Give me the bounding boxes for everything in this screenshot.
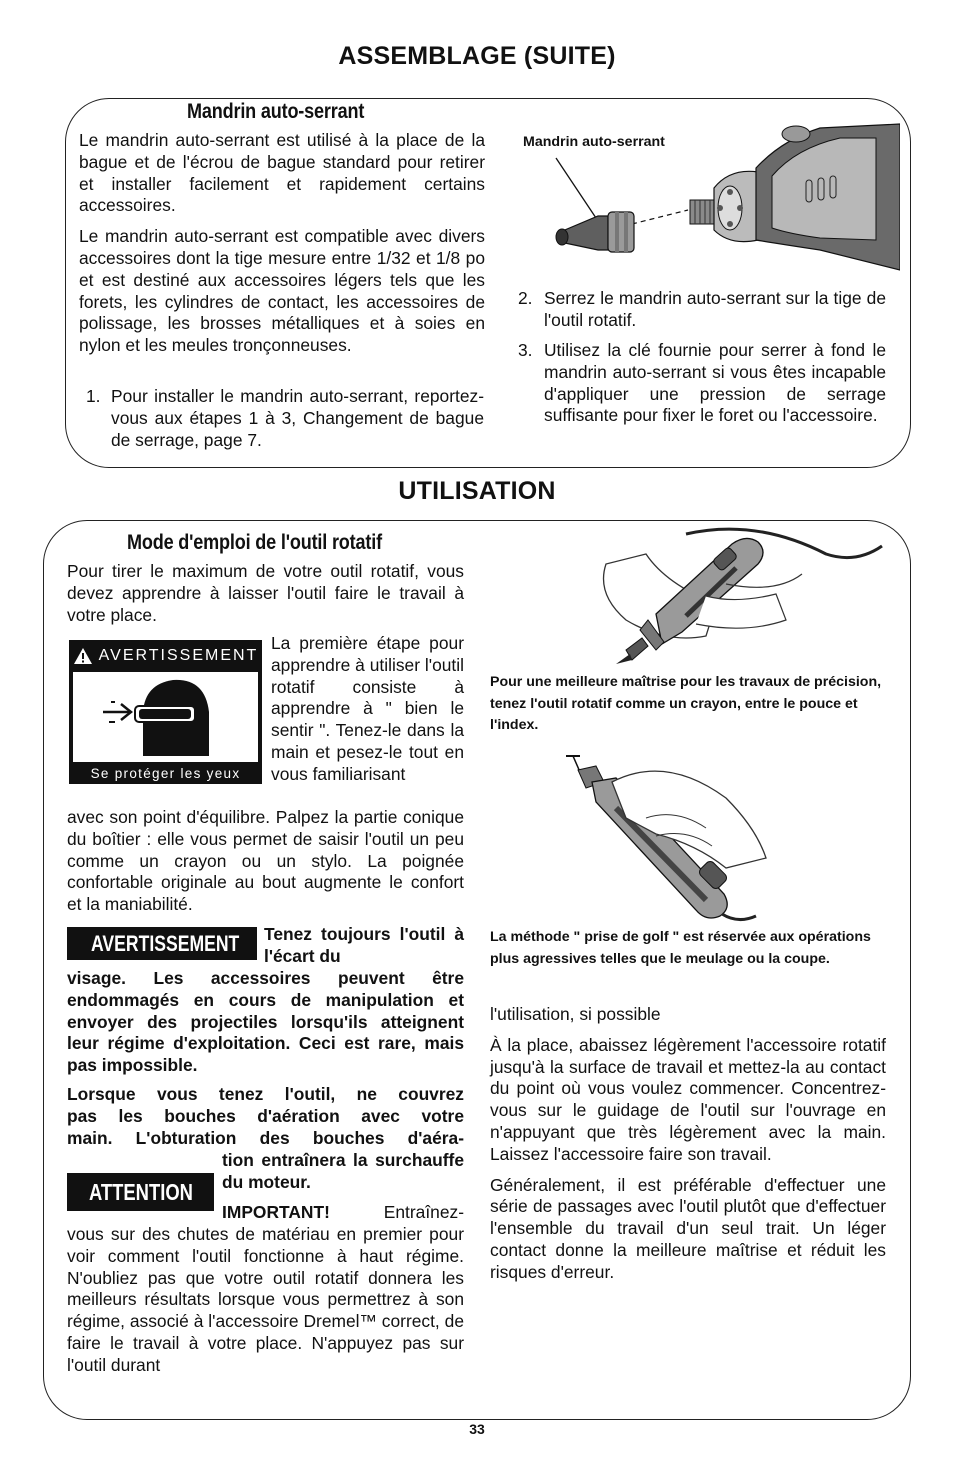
intro-paragraph xyxy=(67,561,464,626)
step-3-text: Utilisez la clé fournie pour serrer à fond le mandrin auto-serrant si vous êtes incapable d'appliquer une pression de serrage suffisante pour fixer le foret ou l'accessoire. xyxy=(544,340,886,426)
vent-side xyxy=(222,1150,464,1194)
vent-line-1: Lorsque vous tenez l'outil, ne couvrez xyxy=(67,1084,464,1104)
caption-golf-grip-text: La méthode " prise de golf " est réservée aux opérations plus agressives telles que le meulage ou la coupe. xyxy=(490,929,871,967)
important-side: Entraînez- xyxy=(383,1202,464,1222)
vent-line-3: main. L'obturation des bouches d'aéra- xyxy=(67,1127,464,1148)
caption-golf-grip xyxy=(490,927,886,970)
step-2-number: 2. xyxy=(518,288,533,308)
first-step-text: La première étape pour apprendre à utiliser l'outil rotatif consiste à apprendre à " bien le sentir ". Tenez-le dans la main et pesez-le tout en vous familiarisant xyxy=(271,633,464,784)
step-1-number: 1. xyxy=(86,386,101,406)
mandrin-illustration xyxy=(520,120,900,280)
warning-triangle-icon xyxy=(73,647,93,665)
first-step-side xyxy=(271,633,464,786)
eye-protection-warning-box xyxy=(69,640,262,784)
avertissement-label-text: AVERTISSEMENT xyxy=(91,930,240,956)
attention-label xyxy=(67,1173,214,1211)
right-para-2: Généralement, il est préférable d'effectuer une série de passages avec l'outil plutôt que d'effectuer l'ensemble du travail d'un seul trait. Un léger contact donne la meilleure maîtrise et réduit les risques d'erreur. xyxy=(490,1174,886,1282)
avertissement-label xyxy=(67,927,257,960)
page-number: 33 xyxy=(469,1421,485,1437)
step-3 xyxy=(518,340,886,427)
mandrin-para-2: Le mandrin auto-serrant est compatible avec divers accessoires dont la tige mesure entre 1/32 et 1/8 po et est destiné aux accessoires légers tels que les forets, les cylindres de contact, les accessoires de polissage, les brosses métalliques et à soies en nylon et les meules tronçonneuses. xyxy=(79,226,485,356)
page-heading-utilisation: UTILISATION xyxy=(398,477,556,505)
safety-glasses-icon xyxy=(73,672,258,762)
pencil-grip-illustration xyxy=(586,524,886,672)
vent-warning xyxy=(67,1084,464,1149)
intro-text: Pour tirer le maximum de votre outil rotatif, vous devez apprendre à laisser l'outil faire le travail à votre place. xyxy=(67,561,464,625)
attention-label-text: ATTENTION xyxy=(89,1178,193,1205)
figure-label-mandrin: Mandrin auto-serrant xyxy=(523,134,665,150)
eye-warning-header-text: AVERTISSEMENT xyxy=(98,647,259,664)
step-3-number: 3. xyxy=(518,340,533,360)
caption-pencil-grip xyxy=(490,672,886,737)
first-step-cont-text: avec son point d'équilibre. Palpez la partie conique du boîtier : elle vous permet de saisir l'outil un peu comme un crayon ou un stylo. La poignée confortable originale au bout augmente le confort et la maniabilité. xyxy=(67,807,464,915)
mandrin-para-1: Le mandrin auto-serrant est utilisé à la place de la bague et de l'écrou de bague standard pour retirer et installer facilement et rapidement certains accessoires. xyxy=(79,130,485,216)
warning-side-text-content: Tenez toujours l'outil à l'écart du xyxy=(264,924,464,966)
golf-grip-illustration xyxy=(556,748,776,924)
eye-warning-image-area xyxy=(73,672,258,762)
important-cont-text: vous sur des chutes de matériau en premier pour voir comment l'outil fonctionne à haut régime. N'oubliez pas que votre outil rotatif donnera les meilleurs résultats lorsque vous permettrez à son régime, associé à l'accessoire Dremel™ correct, de faire le travail à votre place. N'appuyez pas sur l'outil durant xyxy=(67,1224,464,1375)
right-para-1: À la place, abaissez légèrement l'accessoire rotatif jusqu'à la surface de travail et mettez-la au contact du point où vous voulez commencer. Concentrez-vous sur le guidage de l'outil sur l'ouvrage en n'appuyant que très légèrement avec la main. Laissez l'accessoire faire son travail. xyxy=(490,1034,886,1164)
right-column-text xyxy=(490,1004,886,1284)
vent-side-text: tion entraînera la surchauffe du moteur. xyxy=(222,1150,464,1192)
first-step-cont xyxy=(67,807,464,916)
section-title-mode-emploi: Mode d'emploi de l'outil rotatif xyxy=(127,531,382,554)
warning-cont xyxy=(67,968,464,1077)
page-heading-assemblage: ASSEMBLAGE (SUITE) xyxy=(338,42,616,70)
eye-warning-footer: Se protéger les yeux xyxy=(90,765,241,781)
step-2-text: Serrez le mandrin auto-serrant sur la tige de l'outil rotatif. xyxy=(544,288,886,330)
important-label: IMPORTANT! xyxy=(222,1202,330,1222)
important-cont xyxy=(67,1224,464,1377)
mandrin-text-column xyxy=(79,130,485,357)
eye-warning-header xyxy=(69,640,262,672)
step-1 xyxy=(86,386,484,451)
step-1-text: Pour installer le mandrin auto-serrant, reportez-vous aux étapes 1 à 3, Changement de bague de serrage, page 7. xyxy=(111,386,484,450)
right-cont-text: l'utilisation, si possible xyxy=(490,1004,661,1024)
important-line xyxy=(222,1202,464,1224)
warning-side-text xyxy=(264,924,464,968)
warning-cont-text: visage. Les accessoires peuvent être endommagés en cours de manipulation et envoyer des projectiles lorsqu'ils atteignent leur régime d'exploitation. Ceci est rare, mais pas impossible. xyxy=(67,968,464,1076)
section-title-mandrin: Mandrin auto-serrant xyxy=(187,100,365,123)
vent-line-2: pas les bouches d'aération avec votre xyxy=(67,1105,464,1126)
step-2 xyxy=(518,288,886,332)
caption-pencil-grip-text: Pour une meilleure maîtrise pour les travaux de précision, tenez l'outil rotatif comme un crayon, entre le pouce et l'index. xyxy=(490,674,882,733)
